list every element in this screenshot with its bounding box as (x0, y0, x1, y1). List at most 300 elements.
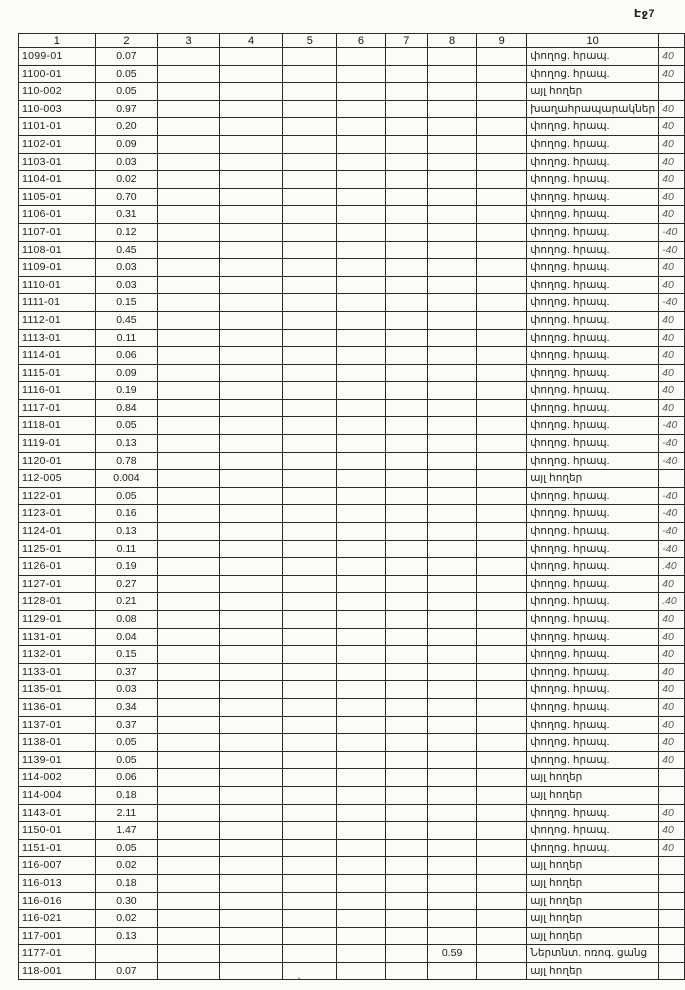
cell-empty (477, 364, 527, 382)
cell-landuse-label: փողոց. հրապ. (527, 698, 659, 716)
cell-empty (158, 681, 220, 699)
cell-empty (283, 593, 337, 611)
margin-annotation: 40 (659, 822, 685, 840)
cell-area-value: 0.02 (95, 910, 158, 928)
cell-parcel-code: 1116-01 (19, 382, 96, 400)
cell-empty (158, 347, 220, 365)
cell-empty (477, 698, 527, 716)
margin-annotation: -40 (659, 487, 685, 505)
cell-empty (219, 874, 283, 892)
cell-empty (158, 311, 220, 329)
cell-empty (219, 804, 283, 822)
cell-area-value: 1.47 (95, 822, 158, 840)
margin-annotation: 40 (659, 681, 685, 699)
cell-empty (158, 839, 220, 857)
table-row (19, 505, 685, 523)
margin-annotation: -40 (659, 417, 685, 435)
margin-annotation: 40 (659, 153, 685, 171)
margin-annotation (659, 857, 685, 875)
table-row (19, 223, 685, 241)
table-row (19, 698, 685, 716)
cell-empty (477, 294, 527, 312)
margin-annotation: -40 (659, 294, 685, 312)
margin-annotation: -40 (659, 505, 685, 523)
cell-empty (158, 505, 220, 523)
cell-empty (283, 874, 337, 892)
cell-empty (337, 734, 385, 752)
cell-empty (337, 171, 385, 189)
cell-col8-value: 0.59 (428, 945, 477, 963)
cell-empty (337, 575, 385, 593)
table-row (19, 540, 685, 558)
table-row (19, 716, 685, 734)
cell-empty (337, 822, 385, 840)
cell-landuse-label: փողոց. հրապ. (527, 822, 659, 840)
cell-empty (477, 593, 527, 611)
cell-empty (158, 593, 220, 611)
cell-empty (158, 628, 220, 646)
cell-landuse-label: այլ հողեր (527, 83, 659, 101)
cell-col8-value (428, 611, 477, 629)
cell-empty (385, 206, 428, 224)
cell-empty (337, 945, 385, 963)
cell-parcel-code: 110-003 (19, 100, 96, 118)
cell-area-value (95, 945, 158, 963)
cell-area-value: 0.05 (95, 83, 158, 101)
cell-empty (283, 435, 337, 453)
cell-empty (477, 751, 527, 769)
cell-empty (283, 206, 337, 224)
cell-parcel-code: 1136-01 (19, 698, 96, 716)
table-row (19, 487, 685, 505)
cell-empty (385, 505, 428, 523)
cell-empty (337, 857, 385, 875)
cell-empty (283, 135, 337, 153)
margin-annotation (659, 945, 685, 963)
cell-landuse-label: փողոց. հրապ. (527, 259, 659, 277)
cell-landuse-label: այլ հողեր (527, 857, 659, 875)
cell-empty (337, 417, 385, 435)
cell-parcel-code: 112-005 (19, 470, 96, 488)
cell-landuse-label: փողոց. հրապ. (527, 558, 659, 576)
cell-parcel-code: 116-013 (19, 874, 96, 892)
cell-col8-value (428, 857, 477, 875)
cell-landuse-label: փողոց. հրապ. (527, 382, 659, 400)
cell-empty (337, 100, 385, 118)
cell-empty (337, 153, 385, 171)
cell-landuse-label: այլ հողեր (527, 874, 659, 892)
table-row (19, 83, 685, 101)
cell-empty (219, 452, 283, 470)
cell-empty (337, 276, 385, 294)
cell-empty (385, 769, 428, 787)
cell-empty (158, 100, 220, 118)
cell-empty (385, 892, 428, 910)
cell-landuse-label: փողոց. հրապ. (527, 223, 659, 241)
cell-landuse-label: փողոց. հրապ. (527, 399, 659, 417)
cell-empty (477, 663, 527, 681)
cell-empty (283, 716, 337, 734)
cell-empty (158, 751, 220, 769)
cell-empty (158, 452, 220, 470)
cell-empty (219, 347, 283, 365)
cell-landuse-label: փողոց. հրապ. (527, 628, 659, 646)
cell-empty (337, 786, 385, 804)
cell-empty (283, 892, 337, 910)
margin-annotation (659, 962, 685, 980)
cell-parcel-code: 114-002 (19, 769, 96, 787)
cell-col8-value (428, 734, 477, 752)
cell-col8-value (428, 311, 477, 329)
cell-empty (158, 48, 220, 66)
cell-empty (158, 734, 220, 752)
cell-empty (385, 822, 428, 840)
cell-col8-value (428, 100, 477, 118)
cell-empty (337, 540, 385, 558)
cell-empty (219, 628, 283, 646)
cell-empty (337, 435, 385, 453)
cell-parcel-code: 1137-01 (19, 716, 96, 734)
cell-area-value: 0.03 (95, 276, 158, 294)
cell-landuse-label: փողոց. հրապ. (527, 206, 659, 224)
cell-empty (219, 83, 283, 101)
cell-col8-value (428, 892, 477, 910)
cell-empty (337, 839, 385, 857)
cell-empty (337, 558, 385, 576)
table-row (19, 311, 685, 329)
cell-empty (385, 751, 428, 769)
cell-parcel-code: 1124-01 (19, 523, 96, 541)
cell-empty (477, 945, 527, 963)
cell-empty (337, 751, 385, 769)
cell-empty (385, 523, 428, 541)
table-row (19, 153, 685, 171)
cell-empty (337, 470, 385, 488)
cell-col8-value (428, 153, 477, 171)
table-row (19, 822, 685, 840)
cell-empty (337, 364, 385, 382)
cell-landuse-label: փողոց. հրապ. (527, 65, 659, 83)
cell-area-value: 0.11 (95, 540, 158, 558)
margin-annotation: 40 (659, 839, 685, 857)
cell-empty (158, 892, 220, 910)
cell-area-value: 0.37 (95, 716, 158, 734)
column-header: 4 (219, 34, 283, 48)
cell-empty (219, 822, 283, 840)
cell-empty (158, 241, 220, 259)
cell-empty (337, 593, 385, 611)
cell-empty (385, 259, 428, 277)
margin-annotation (659, 470, 685, 488)
margin-annotation: 40 (659, 804, 685, 822)
cell-empty (219, 540, 283, 558)
cell-area-value: 0.05 (95, 65, 158, 83)
cell-empty (337, 223, 385, 241)
cell-empty (158, 523, 220, 541)
cell-empty (283, 786, 337, 804)
cell-empty (477, 839, 527, 857)
cell-empty (337, 452, 385, 470)
cell-landuse-label: փողոց. հրապ. (527, 523, 659, 541)
cell-empty (158, 646, 220, 664)
cell-empty (477, 892, 527, 910)
cell-parcel-code: 1111-01 (19, 294, 96, 312)
cell-landuse-label: փողոց. հրապ. (527, 839, 659, 857)
table-row (19, 593, 685, 611)
cell-landuse-label: Ներտնտ. ոռոգ. ցանց (527, 945, 659, 963)
margin-annotation (659, 786, 685, 804)
cell-empty (219, 857, 283, 875)
table-row (19, 628, 685, 646)
cell-empty (477, 857, 527, 875)
cell-area-value: 0.13 (95, 927, 158, 945)
table-row (19, 769, 685, 787)
cell-area-value: 0.02 (95, 171, 158, 189)
cell-empty (219, 399, 283, 417)
cell-landuse-label: փողոց. հրապ. (527, 611, 659, 629)
cell-area-value: 0.09 (95, 135, 158, 153)
cell-empty (158, 135, 220, 153)
cell-empty (337, 892, 385, 910)
cell-landuse-label: փողոց. հրապ. (527, 294, 659, 312)
cell-empty (283, 751, 337, 769)
cell-empty (283, 48, 337, 66)
cell-empty (219, 892, 283, 910)
cell-area-value: 0.45 (95, 241, 158, 259)
cell-empty (477, 962, 527, 980)
cell-parcel-code: 1105-01 (19, 188, 96, 206)
table-row (19, 118, 685, 136)
cell-empty (385, 241, 428, 259)
cell-empty (385, 417, 428, 435)
cell-empty (283, 347, 337, 365)
margin-annotation: 40 (659, 734, 685, 752)
cell-landuse-label: փողոց. հրապ. (527, 663, 659, 681)
cell-empty (337, 681, 385, 699)
cell-empty (283, 329, 337, 347)
cell-parcel-code: 1120-01 (19, 452, 96, 470)
table-row (19, 135, 685, 153)
cell-empty (219, 786, 283, 804)
cell-empty (385, 487, 428, 505)
margin-annotation: 40 (659, 628, 685, 646)
cell-landuse-label: փողոց. հրապ. (527, 329, 659, 347)
cell-empty (477, 329, 527, 347)
table-row (19, 382, 685, 400)
margin-annotation: -40 (659, 435, 685, 453)
cell-empty (158, 65, 220, 83)
margin-annotation: .40 (659, 558, 685, 576)
cell-parcel-code: 1129-01 (19, 611, 96, 629)
cell-empty (477, 382, 527, 400)
cell-col8-value (428, 294, 477, 312)
margin-annotation: 40 (659, 611, 685, 629)
cell-parcel-code: 1122-01 (19, 487, 96, 505)
cell-area-value: 0.02 (95, 857, 158, 875)
cell-empty (219, 417, 283, 435)
cell-empty (219, 223, 283, 241)
cell-empty (337, 927, 385, 945)
cell-landuse-label: այլ հողեր (527, 927, 659, 945)
cell-area-value: 0.19 (95, 382, 158, 400)
cell-empty (477, 83, 527, 101)
margin-annotation (659, 769, 685, 787)
cell-empty (337, 65, 385, 83)
cell-col8-value (428, 716, 477, 734)
cell-parcel-code: 1106-01 (19, 206, 96, 224)
margin-annotation: 40 (659, 646, 685, 664)
cell-empty (283, 399, 337, 417)
cell-empty (385, 927, 428, 945)
cell-empty (385, 593, 428, 611)
cell-empty (477, 171, 527, 189)
table-row (19, 839, 685, 857)
cell-empty (283, 364, 337, 382)
cell-landuse-label: փողոց. հրապ. (527, 716, 659, 734)
cell-col8-value (428, 223, 477, 241)
table-body (19, 48, 685, 980)
cell-area-value: 0.03 (95, 153, 158, 171)
cell-empty (385, 100, 428, 118)
cell-empty (158, 206, 220, 224)
cell-empty (283, 118, 337, 136)
cell-empty (219, 48, 283, 66)
table-row (19, 435, 685, 453)
cell-area-value: 0.13 (95, 523, 158, 541)
margin-annotation: 40 (659, 206, 685, 224)
cell-empty (158, 663, 220, 681)
table-row (19, 962, 685, 980)
cell-col8-value (428, 470, 477, 488)
cell-area-value: 0.06 (95, 347, 158, 365)
margin-annotation: 40 (659, 171, 685, 189)
cell-empty (337, 118, 385, 136)
cell-area-value: 2.11 (95, 804, 158, 822)
table-row (19, 48, 685, 66)
cell-empty (158, 910, 220, 928)
cell-empty (477, 48, 527, 66)
cell-parcel-code: 116-016 (19, 892, 96, 910)
cell-empty (337, 188, 385, 206)
cell-empty (158, 786, 220, 804)
cell-landuse-label: այլ հողեր (527, 962, 659, 980)
cell-empty (283, 223, 337, 241)
cell-parcel-code: 1133-01 (19, 663, 96, 681)
cell-empty (283, 822, 337, 840)
table-row (19, 892, 685, 910)
cell-landuse-label: այլ հողեր (527, 910, 659, 928)
cell-landuse-label: փողոց. հրապ. (527, 417, 659, 435)
cell-empty (219, 311, 283, 329)
table-row (19, 681, 685, 699)
cell-landuse-label: փողոց. հրապ. (527, 311, 659, 329)
table-row (19, 294, 685, 312)
cell-empty (477, 347, 527, 365)
cell-area-value: 0.15 (95, 294, 158, 312)
table-row (19, 804, 685, 822)
cell-empty (219, 364, 283, 382)
cell-parcel-code: 1115-01 (19, 364, 96, 382)
cell-empty (337, 769, 385, 787)
table-row (19, 734, 685, 752)
cell-empty (385, 839, 428, 857)
cell-parcel-code: 110-002 (19, 83, 96, 101)
cell-empty (477, 523, 527, 541)
cell-empty (158, 118, 220, 136)
cell-empty (385, 48, 428, 66)
cell-empty (219, 962, 283, 980)
cell-empty (219, 663, 283, 681)
cell-col8-value (428, 487, 477, 505)
cell-landuse-label: խաղահրապարակներ (527, 100, 659, 118)
cell-empty (477, 558, 527, 576)
table-row (19, 65, 685, 83)
cell-empty (385, 399, 428, 417)
cell-empty (477, 769, 527, 787)
cell-empty (337, 698, 385, 716)
cell-empty (283, 382, 337, 400)
column-header: 10 (527, 34, 659, 48)
column-header: 5 (283, 34, 337, 48)
table-row (19, 100, 685, 118)
cell-landuse-label: փողոց. հրապ. (527, 118, 659, 136)
cell-landuse-label: փողոց. հրապ. (527, 276, 659, 294)
cell-empty (158, 435, 220, 453)
cell-col8-value (428, 329, 477, 347)
cell-empty (283, 611, 337, 629)
margin-annotation: 40 (659, 276, 685, 294)
cell-empty (219, 276, 283, 294)
cell-empty (219, 523, 283, 541)
cell-empty (158, 470, 220, 488)
cell-empty (158, 294, 220, 312)
cell-parcel-code: 1150-01 (19, 822, 96, 840)
cell-empty (283, 681, 337, 699)
cell-empty (385, 646, 428, 664)
cell-empty (337, 962, 385, 980)
cell-empty (219, 769, 283, 787)
table-row (19, 347, 685, 365)
margin-annotation: 40 (659, 575, 685, 593)
cell-area-value: 0.07 (95, 48, 158, 66)
cell-empty (477, 487, 527, 505)
margin-annotation: 40 (659, 48, 685, 66)
cell-landuse-label: փողոց. հրապ. (527, 681, 659, 699)
margin-annotation: 40 (659, 347, 685, 365)
margin-annotation: 40 (659, 364, 685, 382)
cell-empty (219, 100, 283, 118)
column-header: 8 (428, 34, 477, 48)
cell-area-value: 0.70 (95, 188, 158, 206)
cell-area-value: 0.08 (95, 611, 158, 629)
cell-parcel-code: 1138-01 (19, 734, 96, 752)
cell-parcel-code: 1099-01 (19, 48, 96, 66)
cell-empty (477, 206, 527, 224)
cell-landuse-label: այլ հողեր (527, 470, 659, 488)
cell-empty (337, 83, 385, 101)
cell-empty (219, 646, 283, 664)
cell-empty (158, 329, 220, 347)
cell-area-value: 0.13 (95, 435, 158, 453)
cell-empty (477, 716, 527, 734)
cell-empty (477, 681, 527, 699)
cell-empty (219, 698, 283, 716)
cell-landuse-label: փողոց. հրապ. (527, 241, 659, 259)
cell-empty (283, 153, 337, 171)
cell-empty (477, 874, 527, 892)
cell-empty (158, 259, 220, 277)
cell-empty (477, 259, 527, 277)
